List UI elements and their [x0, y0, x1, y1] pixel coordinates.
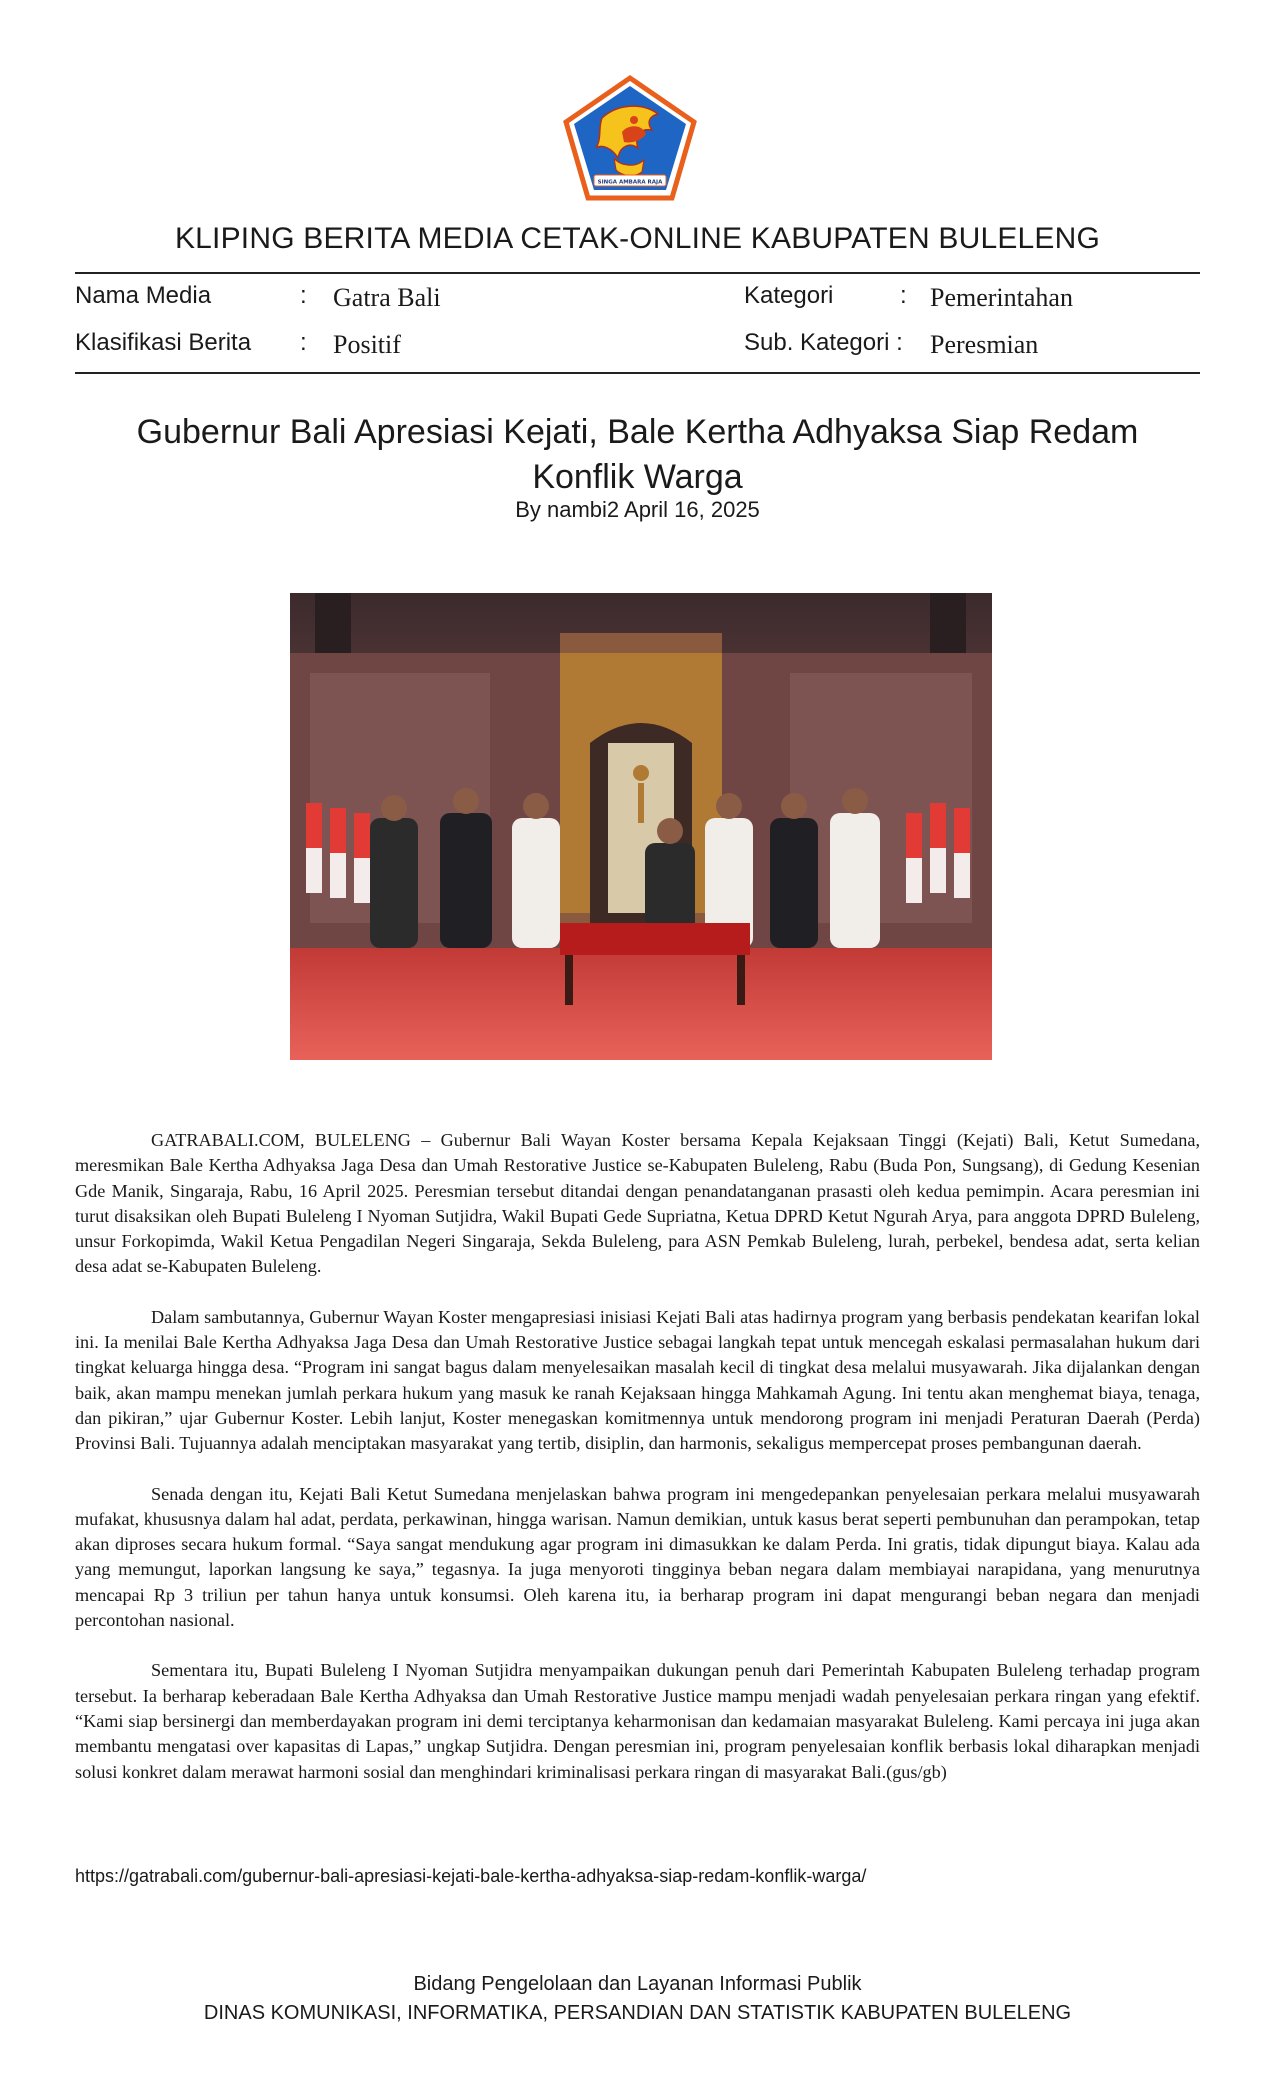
article-paragraph-3: Senada dengan itu, Kejati Bali Ketut Sumedana menjelaskan bahwa program ini mengedepankan penyelesaian perkara melalui musyawarah mufakat, khususnya dalam hal adat, perdata, perkawinan, hingga warisan. Namun demikian, untuk kasus berat seperti pembunuhan dan perampokan, tetap akan diproses secara hukum formal. “Saya sangat mendukung agar program ini dimasukkan ke dalam Perda. Ini gratis, tidak dipungut biaya. Kalau ada yang memungut, laporkan langsung ke saya,” tegasnya. Ia juga menyoroti tingginya beban negara dalam membiayai narapidana, yang menurutnya mencapai Rp 3 triliun per tahun hanya untuk konsumsi. Oleh karena itu, ia berharap program ini dapat mengurangi beban negara dan menjadi percontohan nasional.: [75, 1483, 1200, 1631]
header-divider-top: [75, 272, 1200, 274]
classification-label: Klasifikasi Berita: [75, 329, 252, 356]
article-paragraph-2: Dalam sambutannya, Gubernur Wayan Koster mengapresiasi inisiasi Kejati Bali atas hadirnya program yang berbasis pendekatan kearifan lokal ini. Ia menilai Bale Kertha Adhyaksa Jaga Desa dan Umah Restorative Justice sebagai langkah tepat untuk mencegah eskalasi permasalahan hukum dari tingkat keluarga hingga desa. “Program ini sangat bagus dalam menyelesaikan masalah kecil di tingkat desa melalui musyawarah. Jika dijalankan dengan baik, akan mampu menekan jumlah perkara hukum yang masuk ke ranah Kejaksaan hingga Mahkamah Agung. Ini tentu akan menghemat biaya, tenaga, dan pikiran,” ujar Gubernur Koster. Lebih lanjut, Koster menegaskan komitmennya untuk mendorong program ini menjadi Peraturan Daerah (Perda) Provinsi Bali. Tujuannya adalah menciptakan masyarakat yang tertib, disiplin, dan harmonis, sekaligus mempercepat proses pembangunan daerah.: [75, 1306, 1200, 1454]
article-photo: [290, 593, 992, 1060]
article-paragraph-1: GATRABALI.COM, BULELENG – Gubernur Bali Wayan Koster bersama Kepala Kejaksaan Tinggi (Kejati) Bali, Ketut Sumedana, meresmikan Bale Kertha Adhyaksa Jaga Desa dan Umah Restorative Justice se-Kabupaten Buleleng, Rabu (Buda Pon, Sungsang), di Gedung Kesenian Gde Manik, Singaraja, Rabu, 16 April 2025. Peresmian tersebut ditandai dengan penandatanganan prasasti oleh kedua pemimpin. Acara peresmian ini turut disaksikan oleh Bupati Buleleng I Nyoman Sutjidra, Wakil Bupati Gede Supriatna, Ketua DPRD Ketut Ngurah Arya, para anggota DPRD Buleleng, unsur Forkopimda, Wakil Ketua Pengadilan Negeri Singaraja, Sekda Buleleng, para ASN Pemkab Buleleng, lurah, perbekel, bendesa adat, serta kelian desa adat se-Kabupaten Buleleng.: [75, 1130, 1200, 1277]
category-value: Pemerintahan: [930, 283, 1073, 312]
source-url: https://gatrabali.com/gubernur-bali-apresiasi-kejati-bale-kertha-adhyaksa-siap-redam-konflik-warga/: [75, 1866, 867, 1886]
media-value: Gatra Bali: [333, 283, 441, 312]
article-title: [100, 410, 1175, 500]
footer-line-2: DINAS KOMUNIKASI, INFORMATIKA, PERSANDIAN DAN STATISTIK KABUPATEN BULELENG: [203, 2002, 1072, 2024]
classification-separator: :: [300, 329, 307, 356]
footer-line-1: Bidang Pengelolaan dan Layanan Informasi Publik: [413, 1973, 862, 1995]
document-footer: [0, 1970, 1275, 2028]
article-title-line-1: Gubernur Bali Apresiasi Kejati, Bale Kertha Adhyaksa Siap Redam: [136, 413, 1139, 451]
subcategory-label: Sub. Kategori :: [744, 329, 903, 356]
media-separator: :: [300, 282, 307, 309]
document-header-title: KLIPING BERITA MEDIA CETAK-ONLINE KABUPATEN BULELENG: [174, 222, 1101, 255]
article-byline: By nambi2 April 16, 2025: [515, 497, 760, 522]
category-separator: :: [900, 282, 907, 309]
subcategory-value: Peresmian: [930, 330, 1039, 359]
article-body: [75, 1128, 1200, 1810]
media-label: Nama Media: [75, 282, 212, 309]
header-divider-bottom: [75, 372, 1200, 374]
article-title-line-2: Konflik Warga: [532, 458, 743, 496]
classification-value: Positif: [333, 330, 401, 359]
logo-motto-text: SINGA AMBARA RAJA: [597, 179, 663, 186]
buleleng-emblem-logo: [562, 74, 698, 202]
category-label: Kategori: [744, 282, 834, 309]
article-paragraph-4: Sementara itu, Bupati Buleleng I Nyoman Sutjidra menyampaikan dukungan penuh dari Pemerintah Kabupaten Buleleng terhadap program tersebut. Ia berharap keberadaan Bale Kertha Adhyaksa dan Umah Restorative Justice mampu menjadi wadah penyelesaian perkara ringan yang efektif. “Kami siap bersinergi dan memberdayakan program ini demi terciptanya keharmonisan dan kedamaian masyarakat Buleleng. Kami percaya ini juga akan membantu mengatasi over kapasitas di Lapas,” ungkap Sutjidra. Dengan peresmian ini, program penyelesaian konflik berbasis lokal diharapkan menjadi solusi konkret dalam merawat harmoni sosial dan menghindari kriminalisasi perkara ringan di masyarakat Bali.(gus/gb): [75, 1660, 1200, 1782]
